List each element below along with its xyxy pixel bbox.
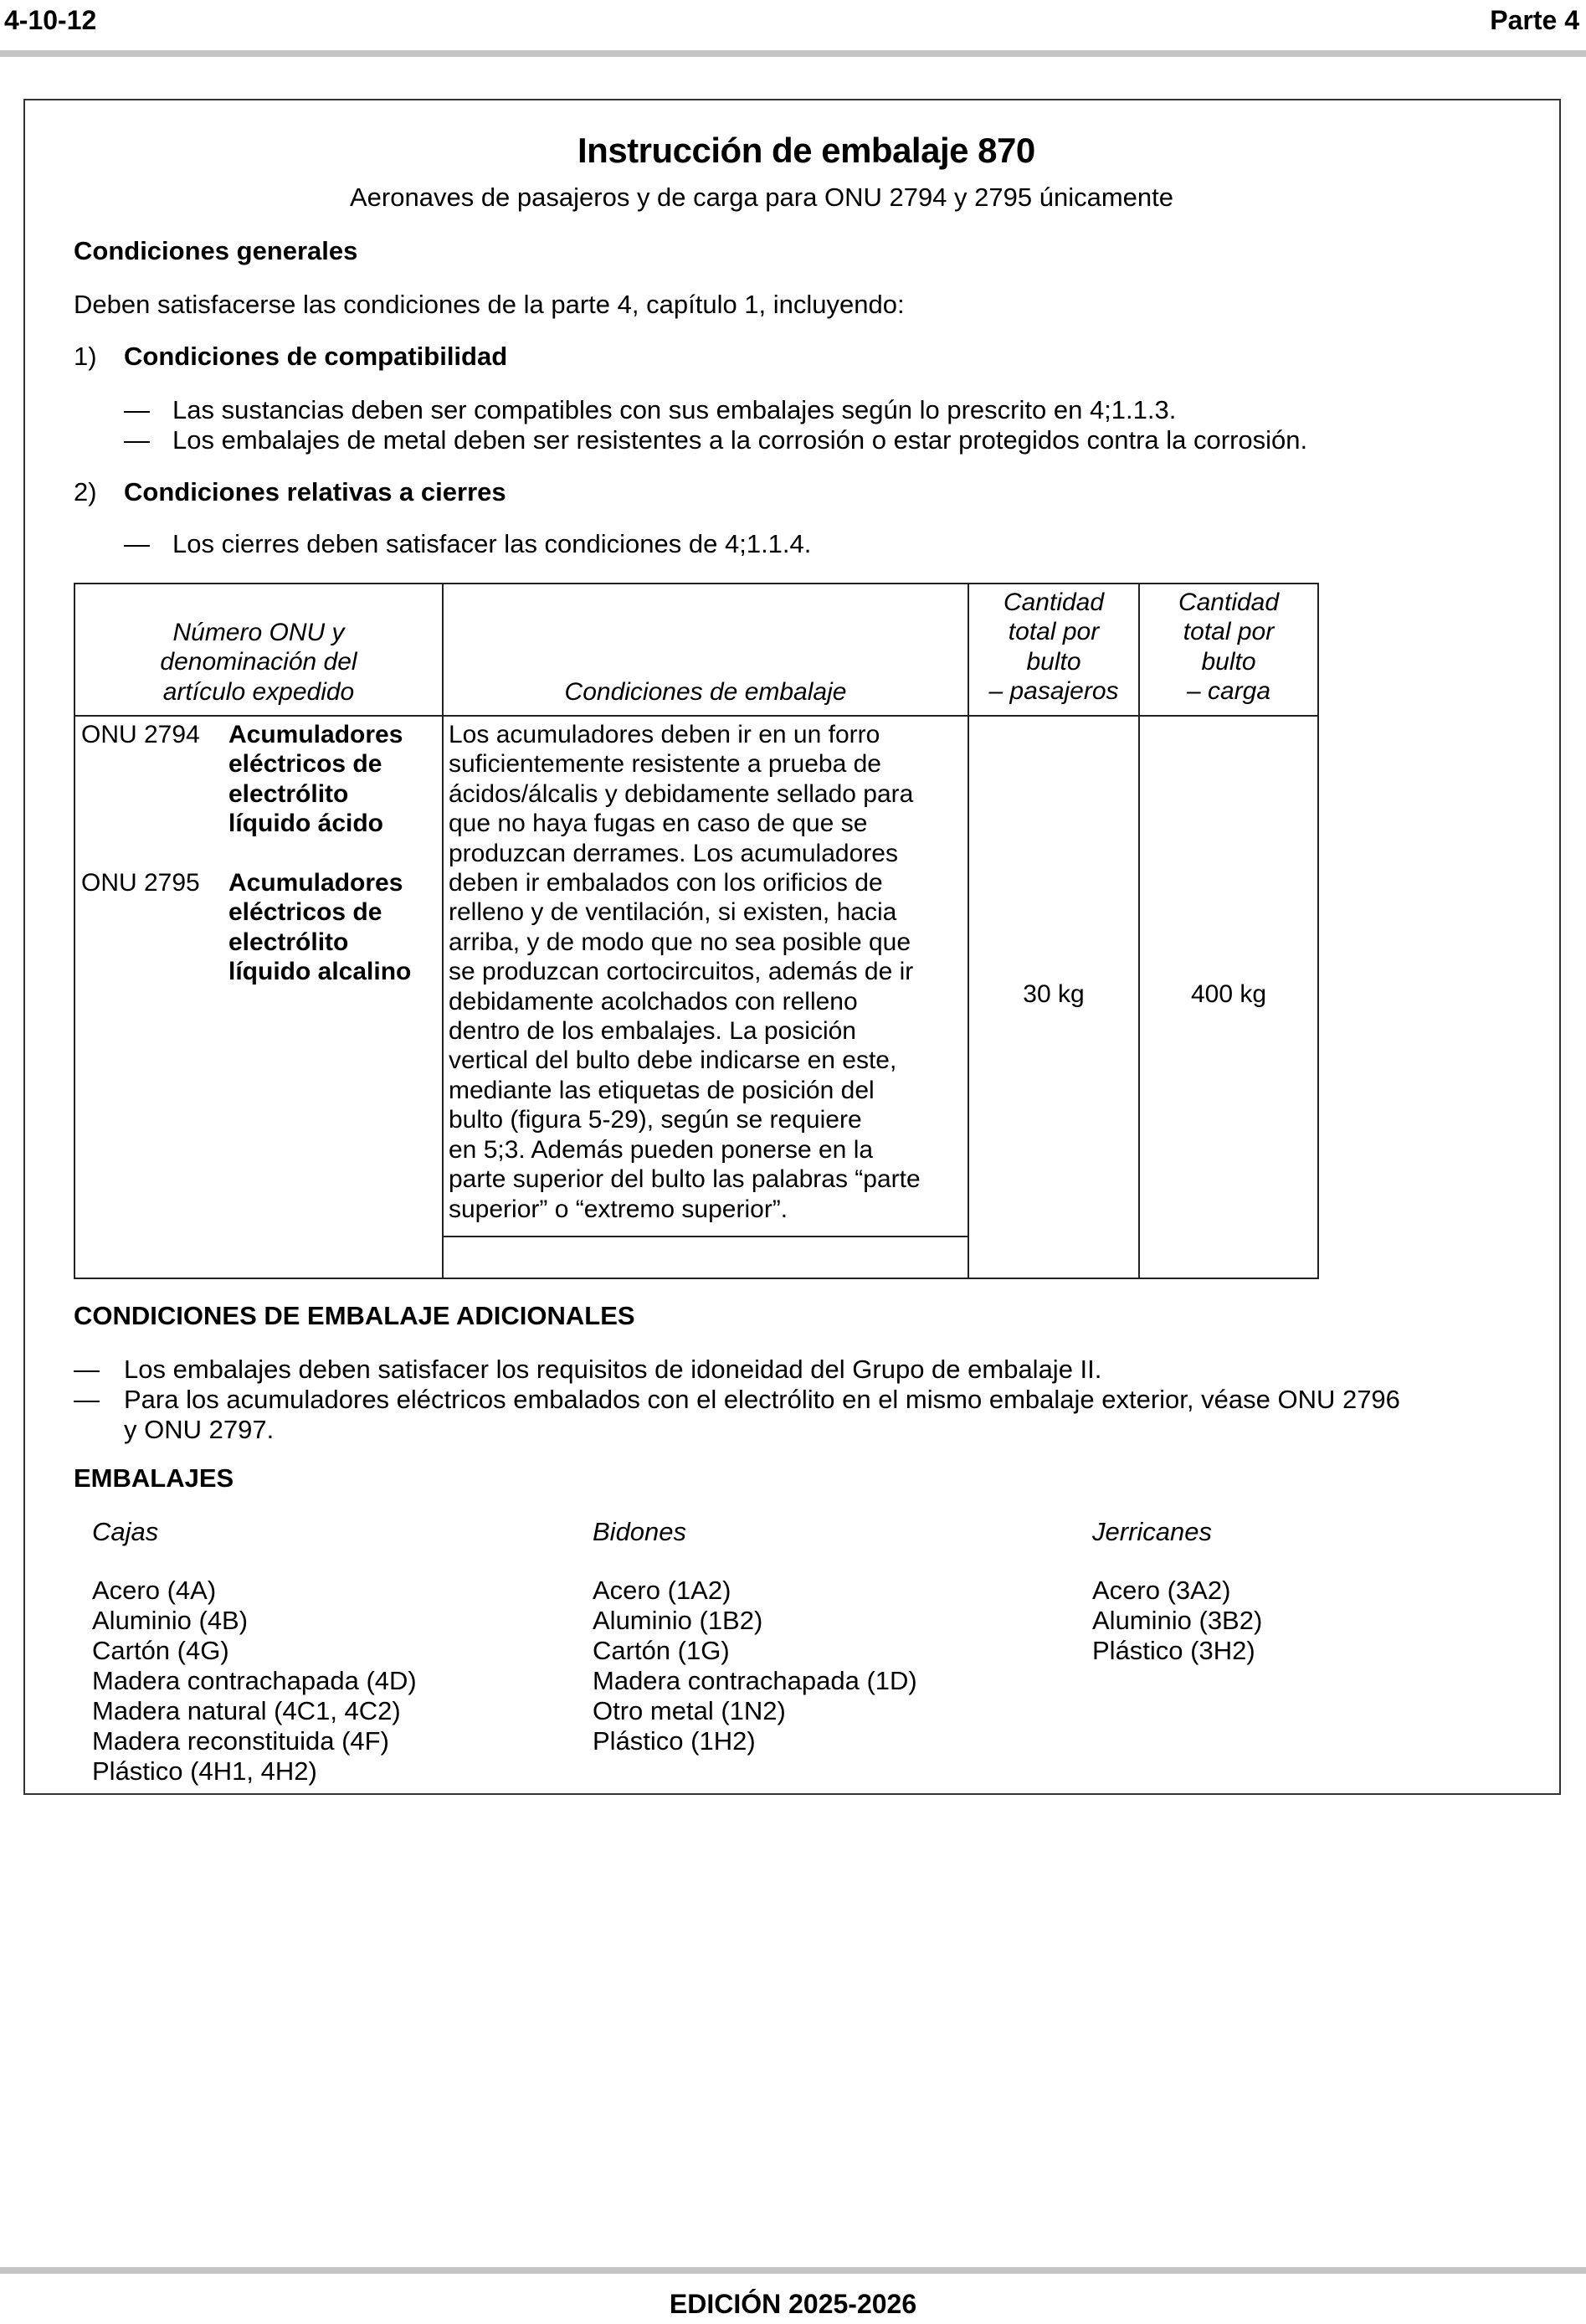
packagings-heading: EMBALAJES (74, 1463, 234, 1493)
conditions-line: dentro de los embalajes. La posición (449, 1017, 856, 1046)
conditions-line: deben ir embalados con los orificios de (449, 869, 883, 897)
part-label: Parte 4 (1490, 5, 1579, 35)
conditions-line: bulto (figura 5-29), según se requiere (449, 1106, 862, 1134)
name-line: líquido ácido (228, 810, 383, 838)
page-header (0, 0, 1586, 52)
header-line: – carga (1186, 677, 1271, 706)
header-line: bulto (1026, 647, 1081, 676)
header-line: total por (1008, 618, 1100, 646)
header-line: bulto (1201, 647, 1256, 676)
packaging-item: Aluminio (1B2) (593, 1606, 763, 1635)
item-text: Los embalajes de metal deben ser resistentes a la corrosión o estar protegidos contra la corrosión. (172, 425, 1308, 455)
name-line: eléctricos de (228, 898, 382, 927)
edition-footer: EDICIÓN 2025-2026 (669, 2289, 917, 2319)
header-line: artículo expedido (162, 677, 355, 706)
packaging-list-jerricanes (1092, 1576, 1262, 1666)
packaging-item: Acero (4A) (92, 1576, 217, 1605)
packaging-item: Aluminio (4B) (92, 1606, 249, 1635)
dash-mark: — (124, 425, 150, 455)
header-line: Cantidad (1003, 589, 1105, 616)
conditions-line: debidamente acolchados con relleno (449, 987, 858, 1015)
table-border-bottom (74, 1278, 1319, 1279)
header-un-name (75, 618, 442, 707)
packing-conditions-text (449, 720, 966, 1224)
packaging-column-title: Jerricanes (1092, 1517, 1212, 1546)
header-qty-passenger (969, 588, 1138, 707)
header-line: denominación del (160, 648, 357, 676)
dash-mark: — (124, 529, 150, 558)
conditions-line: Los acumuladores deben ir en un forro (449, 721, 880, 748)
conditions-line: suficientemente resistente a prueba de (449, 750, 881, 779)
section-1-number: 1) (74, 342, 97, 371)
packaging-item: Acero (3A2) (1092, 1576, 1231, 1605)
table-border-right (1317, 583, 1319, 1279)
item-text: Los embalajes deben satisfacer los requisitos de idoneidad del Grupo de embalaje II. (124, 1355, 1102, 1384)
table-header-rule (74, 715, 1319, 717)
item-text: Para los acumuladores eléctricos embalados con el electrólito en el mismo embalaje exterior, véase ONU 2796 (124, 1385, 1400, 1414)
un-number: ONU 2795 (81, 869, 200, 897)
packaging-item: Aluminio (3B2) (1092, 1606, 1263, 1635)
packaging-item: Madera reconstituida (4F) (92, 1726, 389, 1756)
conditions-line: arriba, y de modo que no sea posible que (449, 928, 911, 956)
packaging-item: Otro metal (1N2) (593, 1696, 786, 1725)
packaging-item: Cartón (4G) (92, 1636, 229, 1665)
packaging-item: Plástico (3H2) (1092, 1636, 1255, 1665)
dash-mark: — (74, 1355, 100, 1384)
header-line: Número ONU y (172, 619, 345, 646)
header-line: total por (1183, 618, 1275, 646)
conditions-line: se produzcan cortocircuitos, además de ir (449, 958, 914, 986)
packaging-column-title: Bidones (593, 1517, 687, 1546)
conditions-line: mediante las etiquetas de posición del (449, 1076, 875, 1104)
article-name (228, 868, 442, 987)
name-line: electrólito (228, 779, 349, 808)
item-text-continued: y ONU 2797. (124, 1415, 275, 1444)
qty-passenger-value: 30 kg (1023, 980, 1085, 1008)
item-text: Los cierres deben satisfacer las condiciones de 4;1.1.4. (172, 529, 812, 558)
section-2-heading: Condiciones relativas a cierres (124, 477, 506, 506)
conditions-line: que no haya fugas en caso de que se (449, 810, 868, 838)
packaging-column-title: Cajas (92, 1517, 159, 1546)
packaging-item: Cartón (1G) (593, 1636, 730, 1665)
table-conditions-rule (442, 1236, 969, 1237)
packaging-item: Plástico (1H2) (593, 1726, 756, 1756)
dash-mark: — (74, 1385, 100, 1414)
page-number: 4-10-12 (4, 5, 97, 35)
un-number: ONU 2794 (81, 721, 200, 748)
article-name (228, 720, 442, 839)
conditions-line: superior” o “extremo superior”. (449, 1195, 788, 1223)
conditions-line: en 5;3. Además pueden ponerse en la (449, 1135, 874, 1164)
packaging-item: Acero (1A2) (593, 1576, 731, 1605)
header-line: – pasajeros (988, 677, 1119, 706)
name-line: Acumuladores (228, 721, 403, 748)
packing-table (74, 583, 1319, 1279)
header-rule (0, 50, 1586, 57)
conditions-line: vertical del bulto debe indicarse en este, (449, 1046, 897, 1075)
general-heading: Condiciones generales (74, 236, 358, 265)
packaging-list-cajas (92, 1576, 417, 1787)
conditions-line: relleno y de ventilación, si existen, hacia (449, 898, 897, 927)
packaging-item: Madera contrachapada (4D) (92, 1666, 417, 1695)
packaging-list-bidones (593, 1576, 917, 1756)
item-text: Las sustancias deben ser compatibles con sus embalajes según lo prescrito en 4;1.1.3. (172, 395, 1177, 424)
conditions-line: parte superior del bulto las palabras “parte (449, 1165, 921, 1194)
page-title: Instrucción de embalaje 870 (577, 131, 1035, 170)
header-conditions: Condiciones de embalaje (564, 678, 847, 706)
packaging-item: Madera natural (4C1, 4C2) (92, 1696, 401, 1725)
dash-mark: — (124, 395, 150, 424)
footer-rule (0, 2267, 1586, 2274)
additional-heading: CONDICIONES DE EMBALAJE ADICIONALES (74, 1301, 635, 1330)
section-1-heading: Condiciones de compatibilidad (124, 342, 508, 371)
conditions-line: ácidos/álcalis y debidamente sellado para (449, 779, 914, 808)
name-line: eléctricos de (228, 750, 382, 779)
table-border-top (74, 583, 1319, 584)
name-line: Acumuladores (228, 869, 403, 897)
qty-cargo-value: 400 kg (1190, 980, 1267, 1008)
section-2-number: 2) (74, 477, 97, 506)
name-line: electrólito (228, 928, 349, 956)
packaging-item: Plástico (4H1, 4H2) (92, 1756, 317, 1786)
page-subtitle: Aeronaves de pasajeros y de carga para ONU 2794 y 2795 únicamente (350, 183, 1173, 212)
name-line: líquido alcalino (228, 958, 412, 986)
header-line: Cantidad (1178, 589, 1280, 616)
header-qty-cargo (1140, 588, 1317, 707)
packaging-item: Madera contrachapada (1D) (593, 1666, 917, 1695)
general-intro: Deben satisfacerse las condiciones de la parte 4, capítulo 1, incluyendo: (74, 290, 905, 319)
conditions-line: produzcan derrames. Los acumuladores (449, 839, 898, 867)
